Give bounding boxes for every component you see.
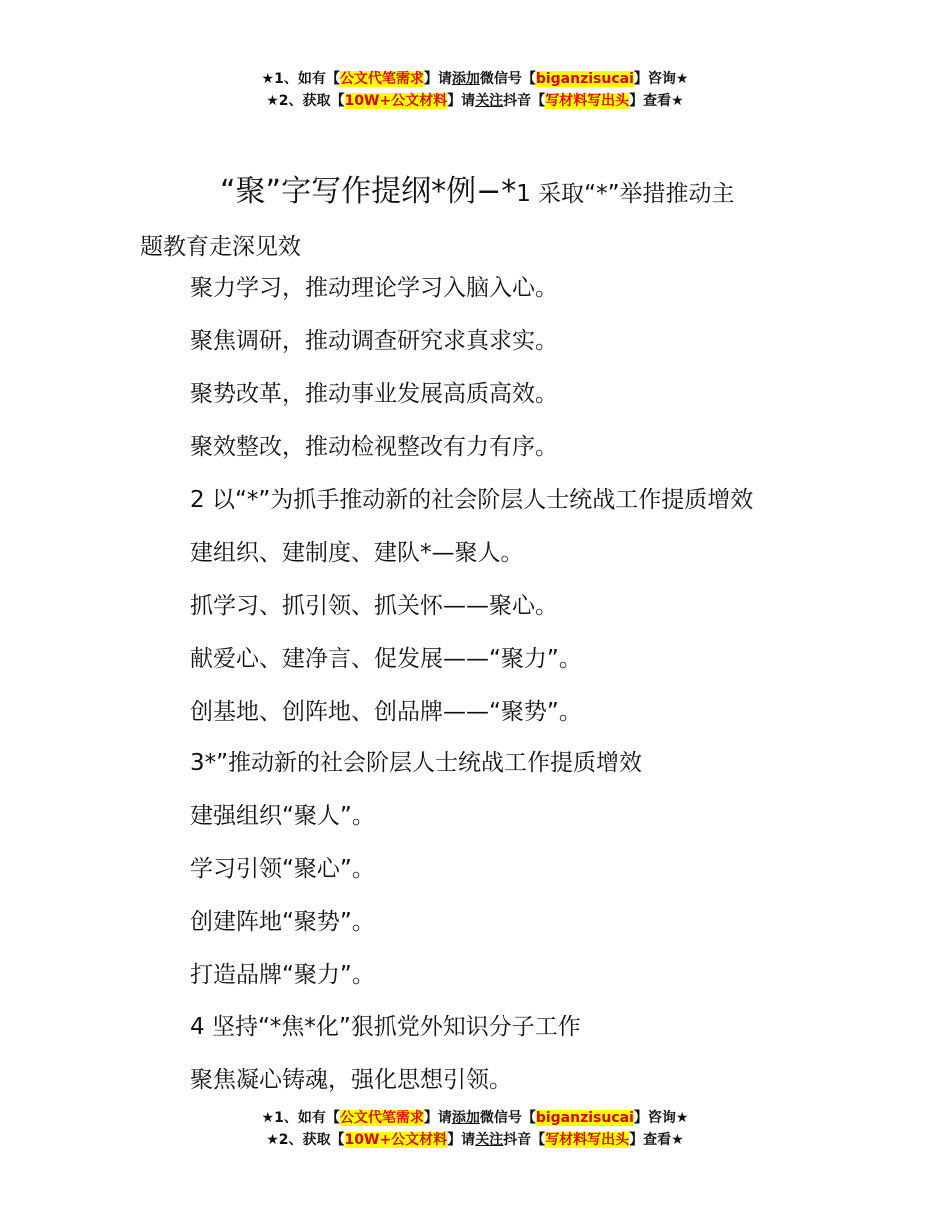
banner-highlight: 10W+公文材料: [344, 1132, 448, 1148]
title-main: “聚”字写作提纲*例−*: [220, 174, 517, 209]
paragraph: 献爱心、建净言、促发展——“聚力”。: [190, 646, 582, 672]
document-title: [140, 166, 830, 273]
banner-underlined: 添加: [451, 71, 480, 87]
banner-text: 】咨询★: [633, 71, 689, 87]
footer-banner: [0, 1107, 950, 1151]
header-banner: [0, 68, 950, 112]
banner-highlight: 写材料写出头: [545, 1132, 630, 1148]
banner-text: 微信号【: [479, 1110, 536, 1126]
banner-highlight: 公文代笔需求: [339, 1110, 424, 1126]
paragraph: 打造品牌“聚力”。: [190, 962, 375, 988]
banner-highlight: 公文代笔需求: [339, 71, 424, 87]
paragraph: 创基地、创阵地、创品牌——“聚势”。: [190, 699, 582, 725]
banner-highlight: biganzisucai: [535, 71, 634, 87]
paragraph: 学习引领“聚心”。: [190, 856, 375, 882]
paragraph: 聚力学习，推动理论学习入脑入心。: [190, 275, 558, 301]
paragraph: 聚势改革，推动事业发展高质高效。: [190, 381, 558, 407]
banner-text: 】查看★: [629, 1132, 684, 1148]
banner-underlined: 关注: [475, 93, 504, 109]
banner-text: 抖音【: [503, 93, 546, 109]
banner-line-2: [0, 90, 950, 112]
banner-text: ★1、如有【: [261, 71, 340, 87]
section-heading: 4 坚持“*焦*化”狠抓党外知识分子工作: [190, 1014, 581, 1040]
banner-text: 】请: [423, 71, 452, 87]
banner-text: 】请: [447, 1132, 476, 1148]
paragraph: 聚焦调研，推动调查研究求真求实。: [190, 328, 558, 354]
section-heading: 2 以“*”为抓手推动新的社会阶层人士统战工作提质增效: [190, 487, 754, 513]
banner-text: ★1、如有【: [261, 1110, 340, 1126]
banner-text: 微信号【: [479, 71, 536, 87]
paragraph: 抓学习、抓引领、抓关怀——聚心。: [190, 593, 558, 619]
banner-highlight: 10W+公文材料: [344, 93, 448, 109]
paragraph: 聚效整改，推动检视整改有力有序。: [190, 434, 558, 460]
title-sub: 1 采取“*”举措推动主: [516, 181, 735, 207]
banner-highlight: biganzisucai: [535, 1110, 634, 1126]
banner-line-1: [0, 68, 950, 90]
title-sub: 题教育走深见效: [140, 234, 301, 260]
banner-text: ★2、获取【: [266, 93, 345, 109]
banner-text: ★2、获取【: [266, 1132, 345, 1148]
banner-line-1: [0, 1107, 950, 1129]
paragraph: 建组织、建制度、建队*—聚人。: [190, 540, 524, 566]
title-line-1: [140, 166, 830, 220]
banner-text: 】请: [423, 1110, 452, 1126]
paragraph: 建强组织“聚人”。: [190, 803, 375, 829]
title-line-2: [140, 220, 830, 273]
banner-text: 】查看★: [629, 93, 684, 109]
banner-underlined: 关注: [475, 1132, 504, 1148]
section-heading: 3*”推动新的社会阶层人士统战工作提质增效: [190, 750, 643, 776]
paragraph: 创建阵地“聚势”。: [190, 909, 375, 935]
banner-text: 】咨询★: [633, 1110, 689, 1126]
banner-text: 抖音【: [503, 1132, 546, 1148]
banner-highlight: 写材料写出头: [545, 93, 630, 109]
paragraph: 聚焦凝心铸魂，强化思想引领。: [190, 1067, 512, 1093]
banner-text: 】请: [447, 93, 476, 109]
banner-underlined: 添加: [451, 1110, 480, 1126]
banner-line-2: [0, 1129, 950, 1151]
